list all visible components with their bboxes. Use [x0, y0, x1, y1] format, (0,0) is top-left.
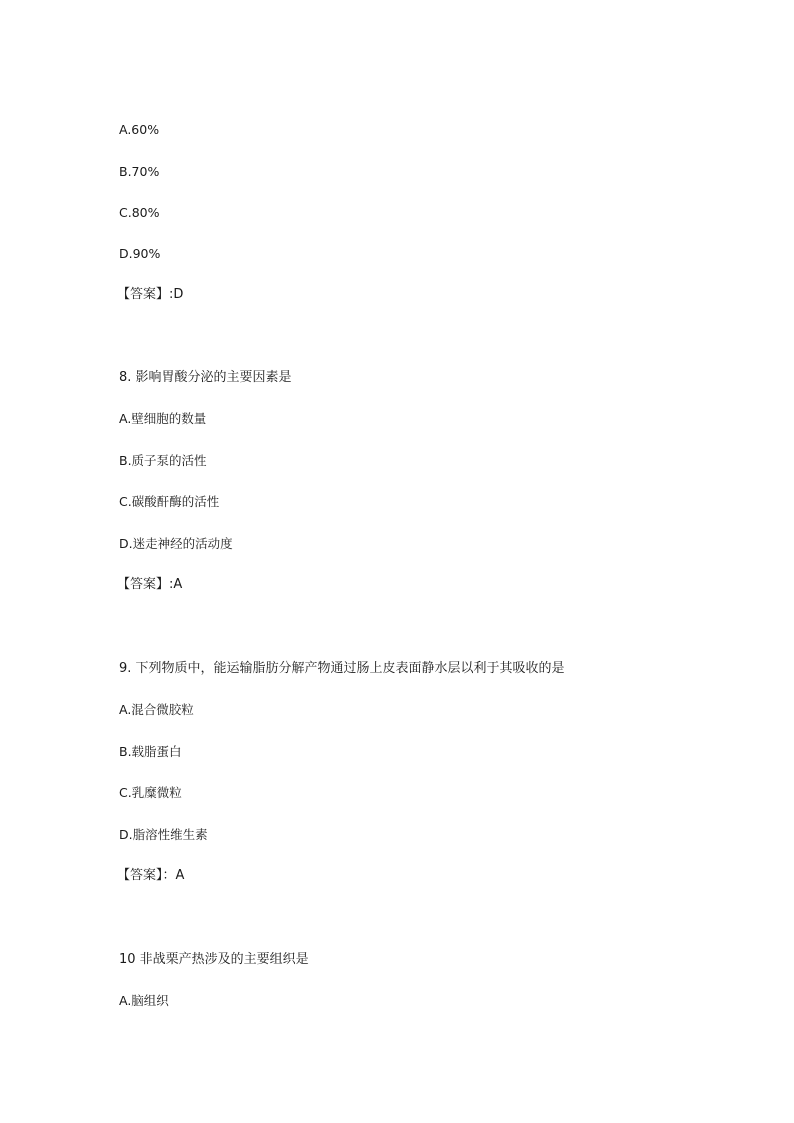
- q7-answer: 【答案】:D: [117, 287, 184, 302]
- q9-answer: 【答案】：A: [117, 868, 185, 883]
- q8-option-c: C.碳酸酐酶的活性: [119, 494, 220, 509]
- q9-option-a: A.混合微胶粒: [119, 702, 194, 717]
- q7-option-d: D.90%: [119, 246, 161, 261]
- q8-option-d: D.迷走神经的活动度: [119, 536, 233, 551]
- q8-option-a: A.壁细胞的数量: [119, 411, 207, 426]
- q9-option-d: D.脂溶性维生素: [119, 827, 208, 842]
- q10-option-a: A.脑组织: [119, 993, 169, 1008]
- q9-question: 9. 下列物质中，能运输脂肪分解产物通过肠上皮表面静水层以利于其吸收的是: [119, 661, 565, 676]
- q7-option-b: B.70%: [119, 164, 160, 179]
- q7-option-a: A.60%: [119, 122, 160, 137]
- q7-option-c: C.80%: [119, 205, 160, 220]
- q9-option-b: B.载脂蛋白: [119, 744, 182, 759]
- q10-question: 10 非战栗产热涉及的主要组织是: [119, 952, 309, 967]
- q9-option-c: C.乳糜微粒: [119, 785, 182, 800]
- q8-answer: 【答案】:A: [117, 577, 183, 592]
- q8-option-b: B.质子泵的活性: [119, 453, 207, 468]
- q8-question: 8. 影响胃酸分泌的主要因素是: [119, 370, 292, 385]
